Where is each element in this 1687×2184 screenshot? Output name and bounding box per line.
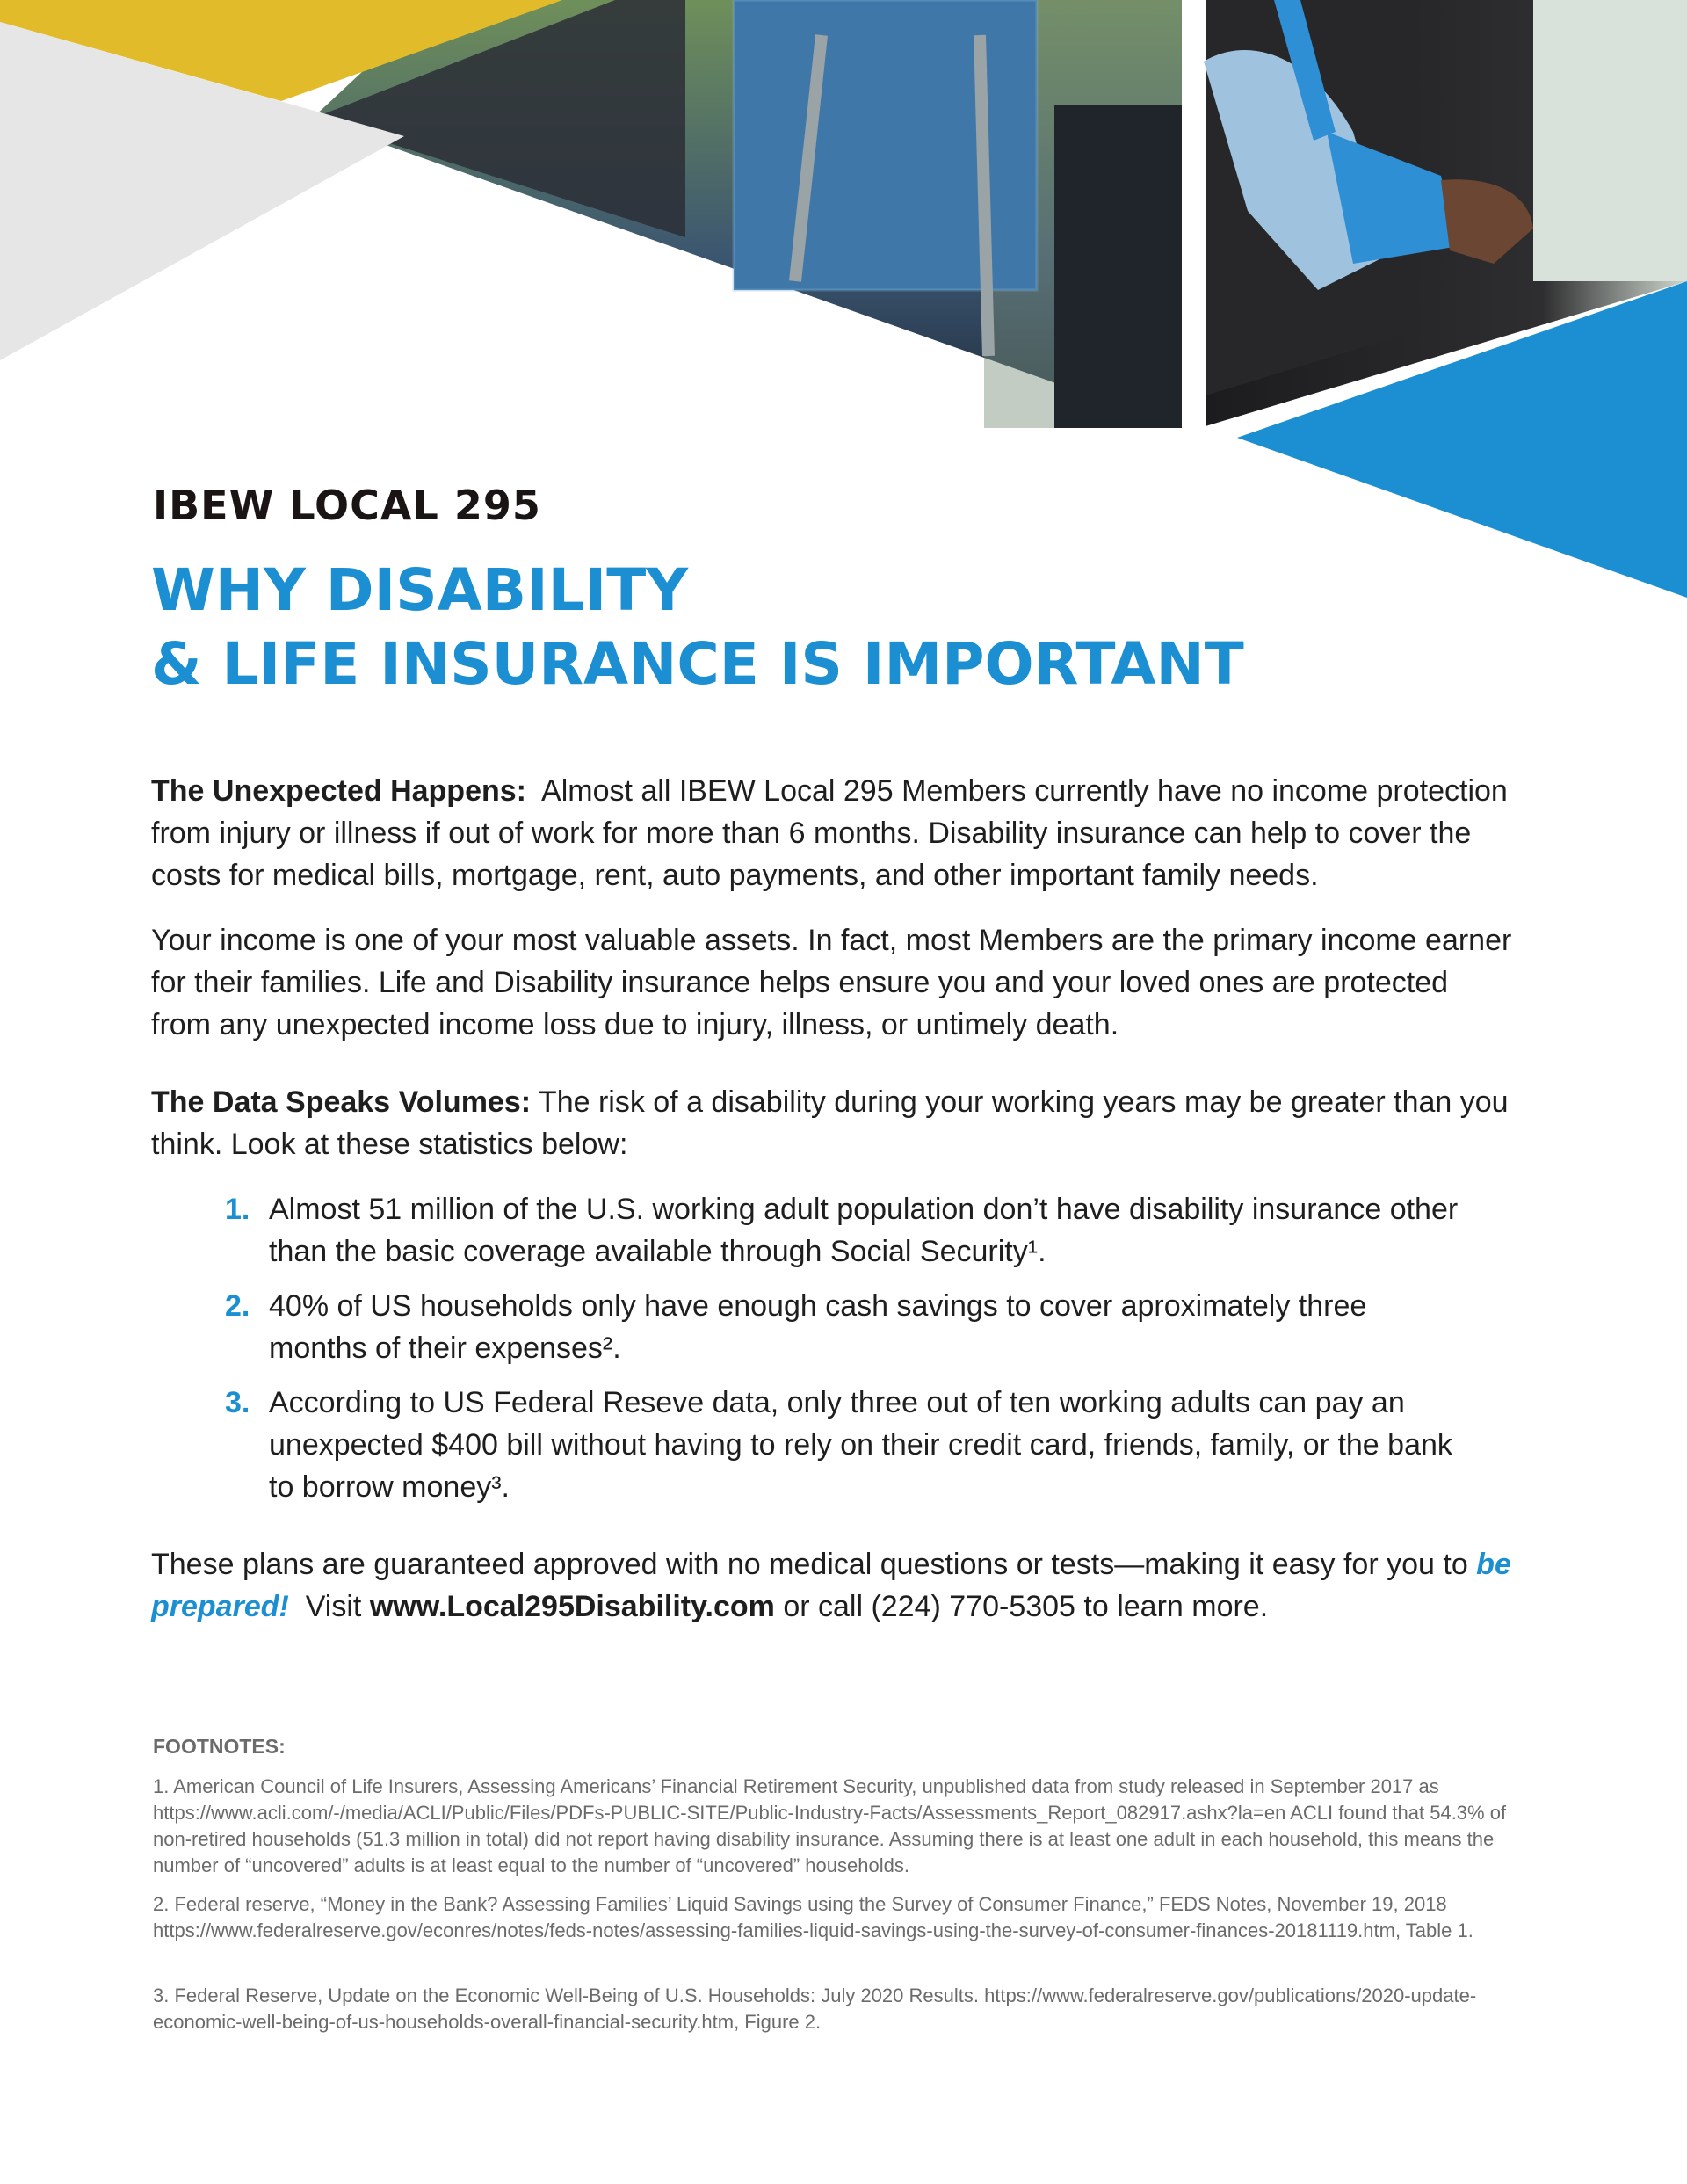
footnotes-heading: FOOTNOTES:: [153, 1735, 286, 1758]
page-title-line-1: WHY DISABILITY: [151, 556, 689, 624]
list-item-number: 3.: [225, 1386, 250, 1419]
income-paragraph: [151, 919, 1513, 1046]
intro-lead: The Unexpected Happens:: [151, 774, 526, 808]
org-name: IBEW LOCAL 295: [153, 482, 541, 529]
intro-text: Almost all IBEW Local 295 Members currently have no income protection from injury or illness if out of work for more than 6 months. Disability insurance can help to cover the costs for medical bills, mortgage, rent, auto payments, and other important family needs.: [151, 774, 1508, 892]
footnote-1: 1. American Council of Life Insurers, Assessing Americans’ Financial Retirement Security, unpublished data from study released in September 2017 as https://www.acli.com/-/media/ACLI/Public/Files/PDFs-PUBLIC-SITE/Public-Industry-Facts/Assessments_Report_082917.ashx?la=en ACLI found that 54.3% of non-retired households (51.3 million in total) did not report having disability insurance. Assuming there is at least one adult in each household, this means the number of “uncovered” adults is at least equal to the number of “uncovered” households.: [153, 1775, 1507, 1876]
list-item: [225, 1382, 1473, 1508]
statistics-list: [225, 1188, 1473, 1520]
list-item-number: 2.: [225, 1289, 250, 1323]
list-item-text: Almost 51 million of the U.S. working adult population don’t have disability insurance other than the basic coverage available through Social Security¹.: [269, 1193, 1459, 1268]
photo-crutches: [312, 0, 1182, 428]
intro-paragraph: [151, 770, 1513, 896]
closing-text-after: or call (224) 770-5305 to learn more.: [783, 1590, 1269, 1623]
page-title: [151, 554, 1244, 701]
be-prepared-emphasis: be prepared!: [151, 1548, 1511, 1623]
list-item: [225, 1188, 1473, 1273]
footnote-2: 2. Federal reserve, “Money in the Bank? Assessing Families’ Liquid Savings using the Survey of Consumer Finance,” FEDS Notes, November 19, 2018 https://www.federalreserve.gov/econres/notes/feds-notes/assessing-families-liquid-savings-using-the-survey-of-consumer-finances-20181119.htm, Table 1.: [153, 1893, 1473, 1941]
list-item-text: 40% of US households only have enough cash savings to cover aproximately three months of their expenses².: [269, 1289, 1367, 1365]
closing-visit: Visit: [305, 1590, 362, 1623]
data-paragraph: [151, 1081, 1513, 1165]
website-link[interactable]: www.Local295Disability.com: [369, 1590, 775, 1623]
closing-text-before: These plans are guaranteed approved with no medical questions or tests—making it easy for you to: [151, 1548, 1477, 1581]
income-text: Your income is one of your most valuable assets. In fact, most Members are the primary income earner for their families. Life and Disability insurance helps ensure you and your loved ones are protected from any unexpected income loss due to injury, illness, or untimely death.: [151, 924, 1512, 1041]
list-item-number: 1.: [225, 1193, 250, 1226]
page-title-line-2: & LIFE INSURANCE IS IMPORTANT: [151, 630, 1244, 698]
list-item-text: According to US Federal Reseve data, only three out of ten working adults can pay an unexpected $400 bill without having to rely on their credit card, friends, family, or the bank to borrow money³.: [269, 1386, 1452, 1504]
data-text: The risk of a disability during your working years may be greater than you think. Look at these statistics below:: [151, 1085, 1509, 1161]
closing-paragraph: [151, 1543, 1513, 1628]
footnote-3: 3. Federal Reserve, Update on the Economic Well-Being of U.S. Households: July 2020 Results. https://www.federalreserve.gov/publications/2020-update-economic-well-being-of-us-households-overall-financial-security.htm, Figure 2.: [153, 1984, 1477, 2033]
data-lead: The Data Speaks Volumes:: [151, 1085, 532, 1119]
list-item: [225, 1285, 1473, 1369]
